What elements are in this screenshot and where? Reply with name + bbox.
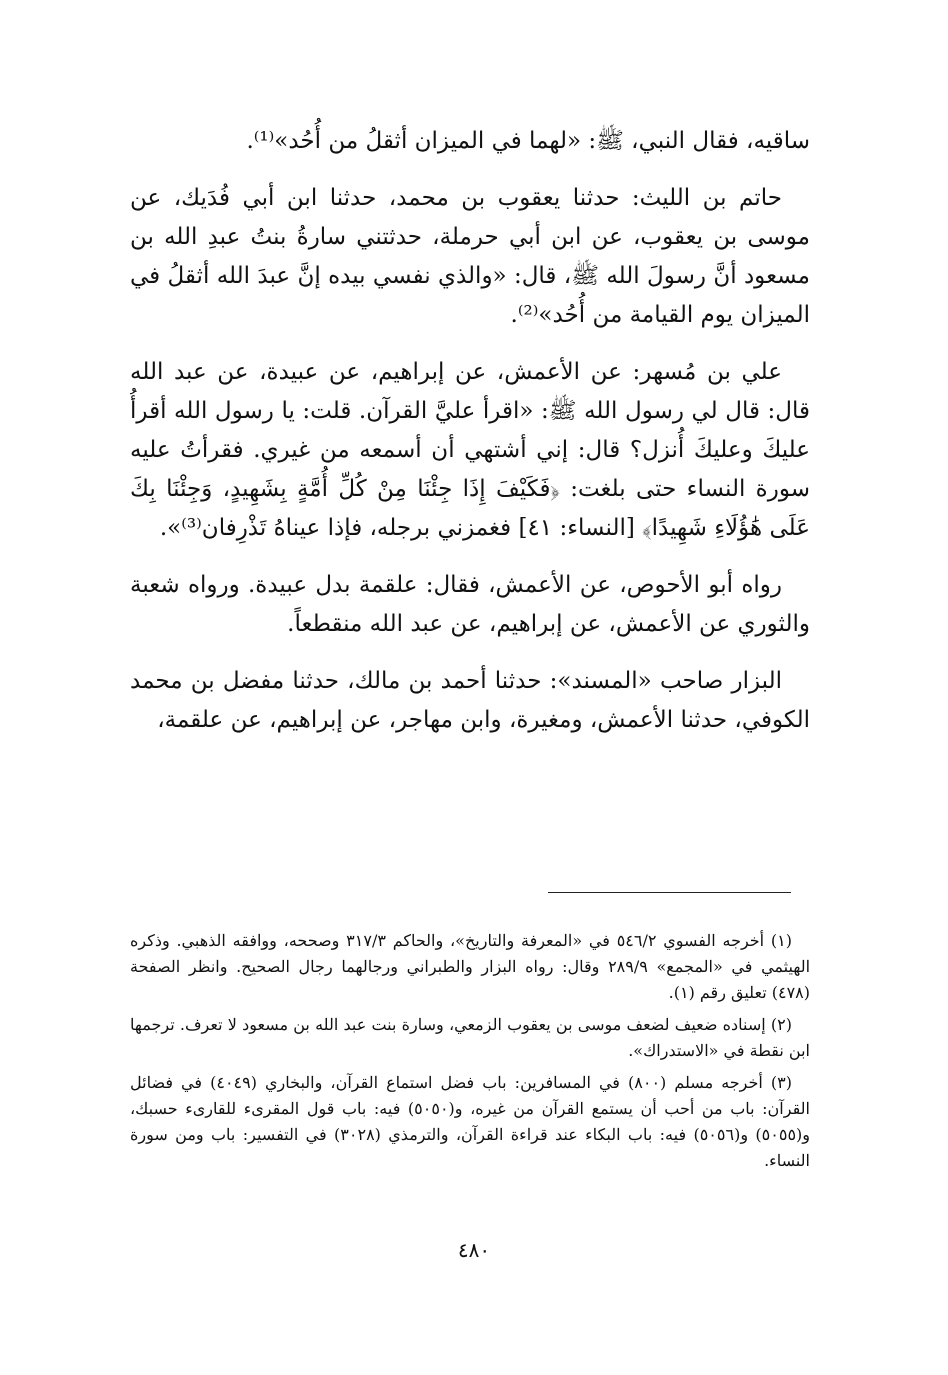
body-paragraph-3: علي بن مُسهر: عن الأعمش، عن إبراهيم، عن عبيدة، عن عبد الله قال: قال لي رسول الله ﷺ: «اقرأ عليَّ القرآن. قلت: يا رسول الله أقرأُ عليكَ وعليكَ أُنزل؟ قال: إني أشتهي أن أسمعه من غيري. فقرأتُ عليه سورة النساء حتى بلغت: ﴿فَكَيْفَ إِذَا جِئْنَا مِنْ كُلِّ أُمَّةٍ بِشَهِيدٍ، وَجِئْنَا بِكَ عَلَى هَٰؤُلَاءِ شَهِيدًا﴾ [النساء: ٤١] فغمزني برجله، فإذا عيناهُ تَذْرِفان⁽³⁾». [130,359,810,541]
footnote-1: (١) أخرجه الفسوي ٥٤٦/٢ في «المعرفة والتاريخ»، والحاكم ٣١٧/٣ وصححه، ووافقه الذهبي. وذكره الهيثمي في «المجمع» ٢٨٩/٩ وقال: رواه البزار والطبراني ورجالهما رجال الصحيح. وانظر الصفحة (٤٧٨) تعليق رقم (١). [130,931,811,1002]
page-number: ٤٨٠ [457,1238,491,1262]
body-paragraph-2: حاتم بن الليث: حدثنا يعقوب بن محمد، حدثنا ابن أبي فُدَيك، عن موسى بن يعقوب، عن ابن أبي حرملة، حدثتني سارةُ بنتُ عبدِ الله بن مسعود أنَّ رسولَ الله ﷺ، قال: «والذي نفسي بيده إنَّ عبدَ الله أثقلُ في الميزان يوم القيامة من أُحُد»⁽²⁾. [130,185,810,328]
body-paragraph-1: ساقيه، فقال النبي، ﷺ: «لهما في الميزان أثقلُ من أُحُد»⁽¹⁾. [246,128,810,154]
footnote-3: (٣) أخرجه مسلم (٨٠٠) في المسافرين: باب فضل استماع القرآن، والبخاري (٤٠٤٩) في فضائل القرآن: باب من أحب أن يستمع القرآن من غيره، و(٥٠٥٠) فيه: باب قول المقرىء للقارىء حسبك، و(٥٠٥٥) و(٥٠٥٦) فيه: باب البكاء عند قراءة القرآن، والترمذي (٣٠٢٨) في التفسير: باب ومن سورة النساء. [130,1073,810,1170]
body-paragraph-5: البزار صاحب «المسند»: حدثنا أحمد بن مالك، حدثنا مفضل بن محمد الكوفي، حدثنا الأعمش، ومغيرة، وابن مهاجر، عن إبراهيم، عن علقمة، [130,668,810,733]
body-paragraph-4: رواه أبو الأحوص، عن الأعمش، فقال: علقمة بدل عبيدة. ورواه شعبة والثوري عن الأعمش، عن إبراهيم، عن عبد الله منقطعاً. [130,572,810,637]
footnote-2: (٢) إسناده ضعيف لضعف موسى بن يعقوب الزمعي، وسارة بنت عبد الله بن مسعود لا تعرف. ترجمها ابن نقطة في «الاستدراك». [130,1015,810,1060]
body-text [130,122,810,740]
footnote-separator [548,892,791,893]
footnotes [130,928,810,1180]
